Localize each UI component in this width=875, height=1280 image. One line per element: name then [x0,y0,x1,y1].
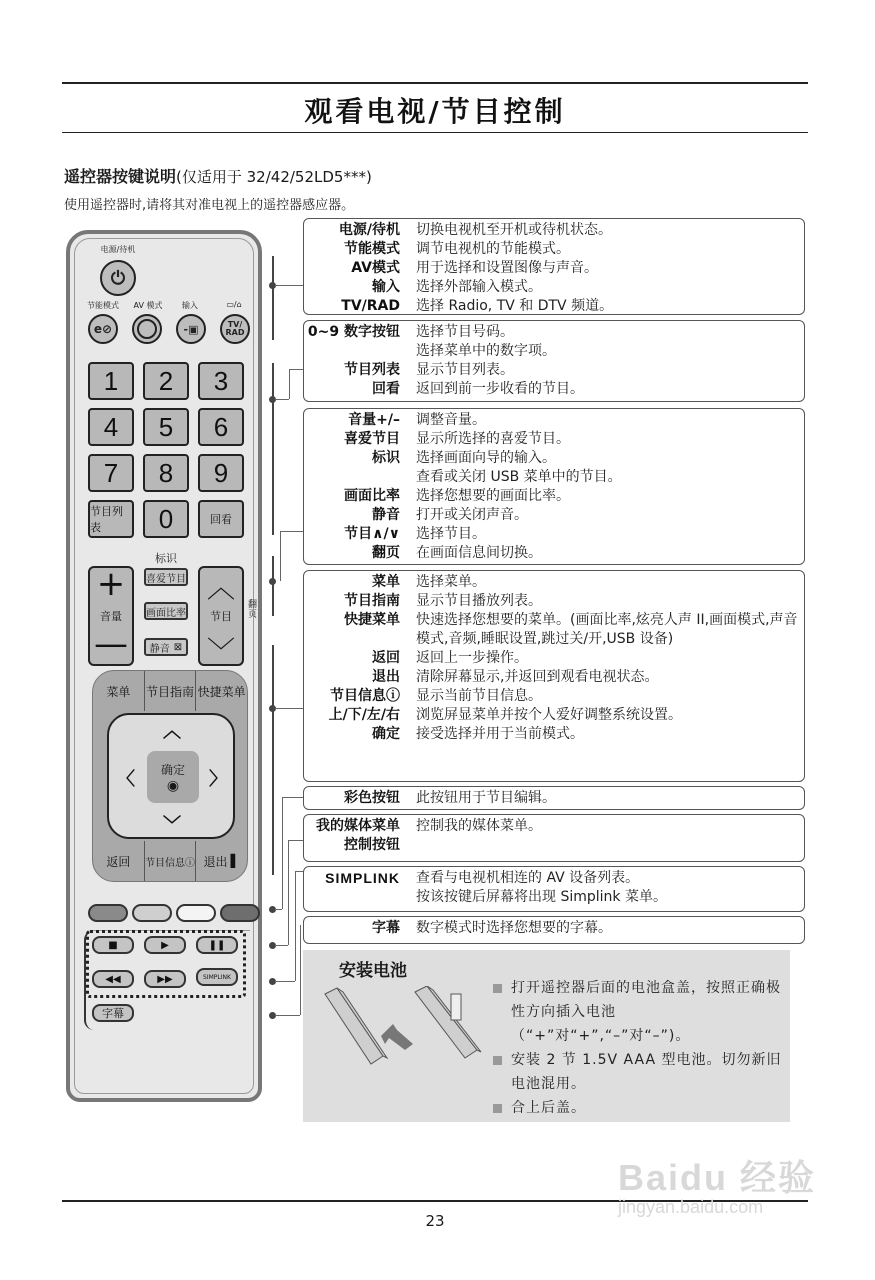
intro-text: 使用遥控器时,请将其对准电视上的遥控器感应器。 [64,198,355,213]
navigation-panel [92,670,248,882]
connector-power-group [272,256,274,340]
desc-key [304,888,416,907]
subtitle-note: (仅适用于 32/42/52LD5***) [176,168,372,186]
desc-key: 节能模式 [344,241,400,257]
desc-key: TV/RAD [341,298,400,314]
desc-key: 标识 [372,450,400,466]
page-number: 23 [425,1212,445,1230]
subtitle-button[interactable]: 字幕 [92,1004,134,1022]
desc-value: 显示所选择的喜爱节目。 [416,431,570,447]
chevron-down-icon: ﹀ [206,635,235,668]
key-6[interactable]: 6 [198,408,244,446]
program-list-key[interactable]: 节目列表 [88,500,134,538]
key-2[interactable]: 2 [143,362,189,400]
desc-value: 切换电视机至开机或待机状态。 [416,222,612,238]
desc-value: 显示当前节目信息。 [416,688,542,704]
red-color-button[interactable] [88,904,128,922]
desc-key: 彩色按钮 [344,790,400,806]
key-8[interactable]: 8 [143,454,189,492]
desc-key: AV模式 [351,260,400,276]
program-rocker[interactable] [198,566,244,666]
connector-h [275,909,282,910]
connector-h [282,797,303,798]
battery-step: 安装 2 节 1.5V AAA 型电池。切勿新旧电池混用。 [493,1048,783,1096]
energy-mode-label: 节能模式 [87,301,119,310]
desc-key: 我的媒体菜单 [316,818,400,834]
simplink-button[interactable]: SIMPLINK [196,968,238,986]
right-arrow-button[interactable]: 〉 [209,769,227,790]
connector-v [295,871,296,981]
desc-row [304,836,804,855]
simplink-logo: SIMPLINK [325,870,400,886]
connector-v [282,797,283,909]
tv-radio-label: ▭/⌂ [226,300,242,309]
desc-value: 查看与电视机相连的 AV 设备列表。 [416,870,640,886]
ok-label: 确定 [160,762,185,777]
left-arrow-button[interactable]: 〈 [117,769,135,790]
battery-step: 合上后盖。 [493,1096,783,1120]
rewind-button[interactable]: ◀◀ [92,970,134,988]
plus-icon: + [96,564,126,604]
desc-row [304,221,804,240]
desc-key: 输入 [372,279,400,295]
green-color-button[interactable] [132,904,172,922]
desc-key: 喜爱节目 [344,431,400,447]
program-label: 节目 [210,610,232,623]
av-mode-label: AV 模式 [133,301,163,310]
yellow-color-button[interactable] [176,904,216,922]
desc-key: 节目指南 [344,593,400,609]
desc-row [304,869,804,888]
connector-volume-group [272,556,274,616]
desc-key: 菜单 [372,574,400,590]
desc-row [304,411,804,430]
battery-remote-illustration [321,986,491,1076]
key-3[interactable]: 3 [198,362,244,400]
baidu-watermark [618,1150,816,1218]
desc-row [304,278,804,297]
desc-row [304,240,804,259]
desc-value: 在画面信息间切换。 [416,545,542,561]
desc-box-menu [303,570,805,782]
desc-value: 选择您想要的画面比率。 [416,488,570,504]
desc-value: 返回上一步操作。 [416,650,528,666]
desc-value: 打开或关闭声音。 [416,507,528,523]
desc-value: 按该按键后屏幕将出现 Simplink 菜单。 [416,889,667,905]
recall-key[interactable]: 回看 [198,500,244,538]
desc-box-subtitle [303,916,805,944]
connector-v [300,925,301,1015]
desc-row [304,544,804,563]
desc-value: 选择节目号码。 [416,324,514,340]
title-underline [62,132,808,133]
desc-row [304,380,804,399]
desc-key: 0~9 数字按钮 [307,324,400,340]
exit-label: 退出 [203,854,228,869]
battery-title: 安装电池 [339,961,407,981]
av-ring-icon [137,319,157,339]
battery-step: 打开遥控器后面的电池盒盖，按照正确极性方向插入电池（“+”对“+”,“–”对“–”)。 [493,976,783,1048]
desc-value: 接受选择并用于当前模式。 [416,726,584,742]
desc-key: 回看 [372,381,400,397]
desc-row [304,649,804,668]
desc-value: 显示节目播放列表。 [416,593,542,609]
chevron-up-icon: ︿ [206,571,235,604]
desc-box-color [303,786,805,810]
desc-row [304,468,804,487]
desc-key: 节目信息ⓘ [330,688,400,704]
desc-value: 显示节目列表。 [416,362,514,378]
desc-value: 选择画面向导的输入。 [416,450,556,466]
page-label: 翻页 [248,600,258,620]
desc-row [304,592,804,611]
key-4[interactable]: 4 [88,408,134,446]
connector-h [275,945,288,946]
mute-icon: ⊠ [173,641,183,653]
battery-instructions [493,976,783,1120]
play-button[interactable]: ▶ [144,936,186,954]
key-1[interactable]: 1 [88,362,134,400]
mute-label: 静音 [149,643,170,655]
input-button[interactable] [176,314,206,344]
info-button[interactable]: 节目信息ⓘ [145,841,197,881]
volume-rocker[interactable] [88,566,134,666]
desc-key: 字幕 [372,920,400,936]
key-0[interactable]: 0 [143,500,189,538]
connector-h [288,840,303,841]
tv-rad-button[interactable] [220,314,250,344]
up-arrow-button[interactable]: ︿ [163,721,181,742]
desc-key: 确定 [372,726,400,742]
desc-key: 快捷菜单 [344,612,400,628]
desc-box-power [303,218,805,315]
top-rule [62,82,808,84]
desc-row [304,525,804,544]
guide-button[interactable]: 节目指南 [145,671,197,711]
desc-box-media [303,814,805,862]
connector-h [295,871,303,872]
desc-row [304,706,804,725]
connector-h [275,708,303,709]
desc-value: 选择外部输入模式。 [416,279,542,295]
stop-button[interactable]: ■ [92,936,134,954]
desc-row [304,789,804,808]
favorite-button[interactable]: 喜爱节目 [144,568,188,586]
connector-h [275,981,295,982]
mark-label: 标识 [155,552,177,565]
desc-value: 选择 Radio, TV 和 DTV 频道。 [416,298,614,314]
desc-value: 控制我的媒体菜单。 [416,818,542,834]
desc-row [304,668,804,687]
desc-box-volume [303,408,805,565]
connector-v [280,531,281,581]
desc-row [304,725,804,744]
watermark-url: jingyan.baidu.com [618,1197,764,1217]
desc-row [304,888,804,907]
mute-button[interactable] [144,638,188,656]
page-title: 观看电视/节目控制 [304,95,566,128]
connector-dot [269,578,276,585]
input-icon: -▣ [183,322,199,336]
menu-row [93,671,247,711]
desc-value: 用于选择和设置图像与声音。 [416,260,598,276]
fast-forward-button[interactable]: ▶▶ [144,970,186,988]
desc-value: 选择节目。 [416,526,486,542]
desc-row [304,430,804,449]
eco-icon: e⊘ [93,322,113,336]
desc-key: 节目列表 [344,362,400,378]
connector-h [280,531,303,532]
connector-h [275,399,289,400]
desc-value: 选择菜单中的数字项。 [416,343,556,359]
desc-row [304,449,804,468]
desc-key: 画面比率 [344,488,400,504]
desc-value: 数字模式时选择您想要的字幕。 [416,920,612,936]
connector-h [275,1015,300,1016]
watermark-brand: Baidu 经验 [618,1157,817,1198]
bottom-nav-row [93,841,247,881]
desc-row [304,919,804,938]
connector-number-group [272,363,274,535]
power-icon: ⏻ [110,267,126,289]
desc-row [304,506,804,525]
subtitle-text: 遥控器按键说明 [64,167,177,186]
desc-row [304,342,804,361]
desc-key [304,342,416,361]
desc-key: 上/下/左/右 [328,707,400,723]
desc-value: 调节电视机的节能模式。 [416,241,570,257]
desc-value: 清除屏幕显示,并返回到观看电视状态。 [416,669,659,685]
blue-color-button[interactable] [220,904,260,922]
down-arrow-button[interactable]: ﹀ [163,815,181,836]
desc-key: 音量+/– [348,412,400,428]
desc-value: 浏览屏显菜单并按个人爱好调整系统设置。 [416,707,682,723]
energy-mode-button[interactable] [88,314,118,344]
desc-row [304,573,804,592]
desc-box-simplink [303,866,805,912]
pause-button[interactable]: ❚❚ [196,936,238,954]
key-9[interactable]: 9 [198,454,244,492]
desc-row [304,323,804,342]
av-mode-button[interactable] [132,314,162,344]
tv-rad-text: TV/RAD [225,320,245,337]
desc-value [416,836,804,855]
desc-row [304,487,804,506]
connector-v [288,840,289,945]
desc-value: 快速选择您想要的菜单。(画面比率,炫亮人声 II,画面模式,声音模式,音频,睡眠设置,跳过关/开,USB 设备) [416,612,798,647]
minus-icon: — [94,624,128,664]
desc-value: 返回到前一步收看的节目。 [416,381,584,397]
desc-row [304,297,804,316]
menu-button[interactable]: 菜单 [93,671,145,711]
dpad [107,713,235,839]
desc-key: 电源/待机 [338,222,400,238]
connector-h [289,369,303,370]
key-7[interactable]: 7 [88,454,134,492]
desc-row [304,259,804,278]
desc-row [304,817,804,836]
volume-label: 音量 [100,610,122,623]
back-button[interactable]: 返回 [93,841,145,881]
exit-button[interactable] [196,841,247,881]
desc-row [304,611,804,649]
power-label: 电源/待机 [100,245,136,254]
desc-key: 退出 [372,669,400,685]
ok-button[interactable] [147,751,199,803]
key-5[interactable]: 5 [143,408,189,446]
connector-v [289,369,290,399]
desc-value: 调整音量。 [416,412,486,428]
section-subtitle [64,164,372,187]
desc-key: 控制按钮 [344,837,400,853]
exit-door-icon: ▌ [230,854,240,868]
connector-menu-group [272,645,274,875]
desc-box-numbers [303,320,805,402]
ok-dot-icon: ◉ [166,777,180,794]
battery-install-panel [303,950,790,1122]
remote-illustration [66,230,262,1102]
power-button[interactable] [100,260,136,296]
desc-key: 返回 [372,650,400,666]
desc-value: 此按钮用于节目编辑。 [416,790,556,806]
desc-key: 静音 [372,507,400,523]
input-label: 输入 [182,301,198,310]
desc-value: 查看或关闭 USB 菜单中的节目。 [416,469,622,485]
desc-row [304,361,804,380]
connector-h [275,285,303,286]
desc-key: 节目∧/∨ [344,526,400,542]
desc-key: 翻页 [372,545,400,561]
desc-key [304,468,416,487]
desc-value: 选择菜单。 [416,574,486,590]
desc-row [304,687,804,706]
quick-menu-button[interactable]: 快捷菜单 [197,684,246,699]
ratio-button[interactable]: 画面比率 [144,602,188,620]
